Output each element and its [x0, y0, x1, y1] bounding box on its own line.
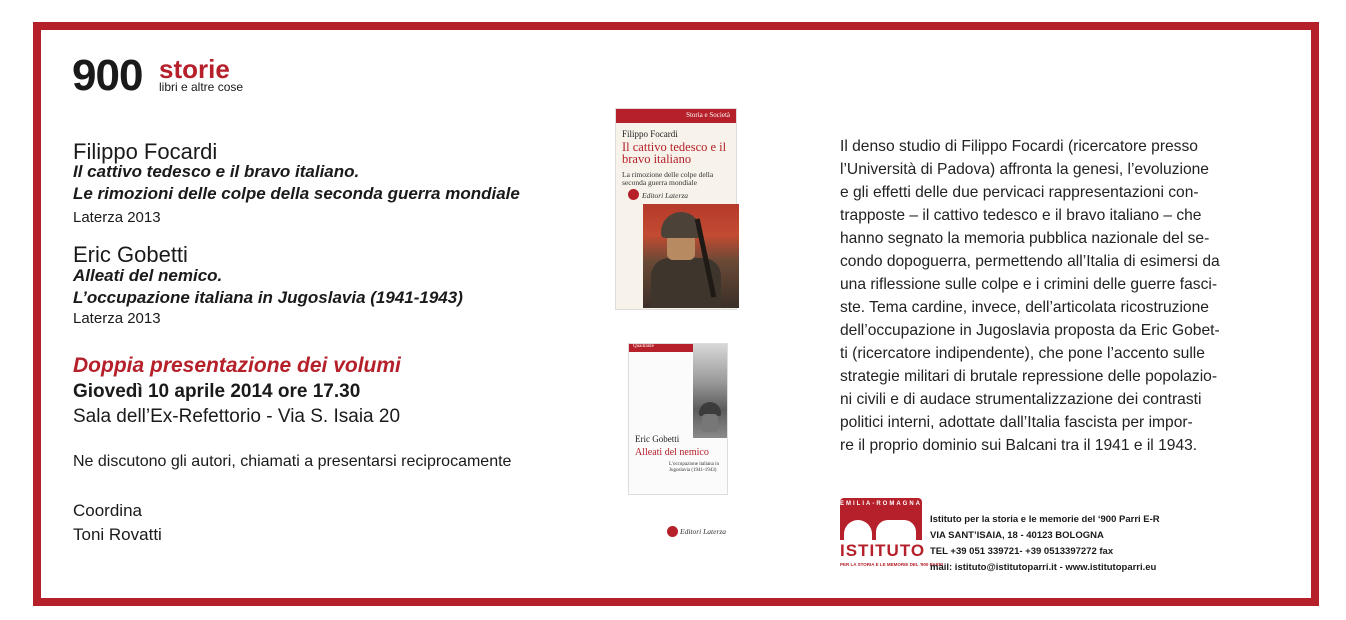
book2-title-line2: L’occupazione italiana in Jugoslavia (1941-1943) — [73, 288, 463, 307]
book2-author: Eric Gobetti — [73, 242, 188, 267]
cover1-publisher: Editori Laterza — [642, 191, 689, 200]
description-line: e gli effetti delle due pervicaci rappresentazioni con- — [840, 184, 1199, 201]
event-date: Giovedì 10 aprile 2014 ore 17.30 — [73, 381, 361, 402]
logo-number: 900 — [72, 51, 143, 100]
description-line: ste. Tema cardine, invece, dell’articolata ricostruzione — [840, 299, 1209, 316]
description-line: dell’occupazione in Jugoslavia proposta da Eric Gobet- — [840, 322, 1220, 339]
book1-publisher: Laterza 2013 — [73, 209, 161, 226]
description-line: trapposte – il cattivo tedesco e il bravo italiano – che — [840, 207, 1202, 224]
book2-publisher: Laterza 2013 — [73, 310, 161, 327]
book2-title-line1: Alleati del nemico. — [73, 266, 223, 285]
description-line: condo dopoguerra, permettendo all’Italia di esimersi da — [840, 253, 1220, 270]
cover2-series: Quadrante — [633, 344, 654, 349]
description — [840, 135, 1240, 457]
description-line: Il denso studio di Filippo Focardi (ricercatore presso — [840, 138, 1198, 155]
book1-title-line1: Il cattivo tedesco e il bravo italiano. — [73, 162, 360, 181]
soldier-illustration — [643, 204, 739, 308]
soldier-photo — [693, 344, 727, 438]
istituto-logo — [840, 498, 944, 574]
institute-phone: TEL +39 051 339721- +39 0513397272 fax — [930, 546, 1114, 557]
event-place: Sala dell’Ex-Refettorio - Via S. Isaia 20 — [73, 406, 401, 427]
coordinator-label: Coordina — [73, 501, 142, 520]
book-cover-gobetti — [628, 343, 728, 495]
cover2-author: Eric Gobetti — [635, 434, 680, 444]
book1-title-line2: Le rimozioni delle colpe della seconda guerra mondiale — [73, 184, 520, 203]
description-line: strategie militari di brutale repressione delle popolazio- — [840, 368, 1218, 385]
description-line: hanno segnato la memoria pubblica nazionale del se- — [840, 230, 1210, 247]
institute-name: Istituto per la storia e le memorie del ‘900 Parri E-R — [930, 514, 1160, 525]
cover1-title: Il cattivo tedesco e il bravo italiano — [622, 140, 727, 166]
logo-word: storie — [159, 54, 230, 84]
publisher-mark: Editori Laterza — [680, 527, 727, 536]
coordinator-name: Toni Rovatti — [73, 525, 162, 544]
logo-subtitle: libri e altre cose — [159, 80, 244, 94]
laterza-mark-icon — [628, 189, 639, 200]
description-line: una riflessione sulle colpe e i crimini delle guerre fasci- — [840, 276, 1218, 293]
istituto-logo-region: EMILIA-ROMAGNA — [840, 501, 922, 507]
description-line: re il proprio dominio sui Balcani tra il 1941 e il 1943. — [840, 437, 1198, 454]
description-line: ni civili e di audace strumentalizzazione dei contrasti — [840, 391, 1202, 408]
cover1-series: Storia e Società — [686, 111, 730, 119]
cover2-title: Alleati del nemico — [635, 447, 709, 458]
cover2-subtitle: L'occupazione italiana in Jugoslavia (1941-1943) — [669, 462, 720, 473]
description-line: l’Università di Padova) affronta la genesi, l’evoluzione — [840, 161, 1209, 178]
institute-mail[interactable]: mail: istituto@istitutoparri.it - www.istitutoparri.eu — [930, 562, 1157, 573]
book-cover-focardi — [615, 108, 737, 310]
book1-author: Filippo Focardi — [73, 139, 218, 164]
cover1-author: Filippo Focardi — [622, 129, 678, 139]
description-line: ti (ricercatore indipendente), che pone l’accento sulle — [840, 345, 1205, 362]
laterza-logo-icon — [667, 526, 678, 537]
institute-address: VIA SANT’ISAIA, 18 - 40123 BOLOGNA — [930, 530, 1104, 541]
description-line: politici interni, adottate dall’Italia fascista per impor- — [840, 414, 1193, 431]
istituto-logo-tagline: PER LA STORIA E LE MEMORIE DEL '900 PARRI — [840, 562, 944, 567]
event-note: Ne discutono gli autori, chiamati a presentarsi reciprocamente — [73, 453, 512, 470]
institute-contact — [930, 512, 1160, 576]
event-heading: Doppia presentazione dei volumi — [73, 354, 401, 377]
cover1-subtitle: La rimozione delle colpe della seconda guerra mondiale — [622, 170, 714, 187]
istituto-logo-word: ISTITUTO — [840, 541, 926, 560]
